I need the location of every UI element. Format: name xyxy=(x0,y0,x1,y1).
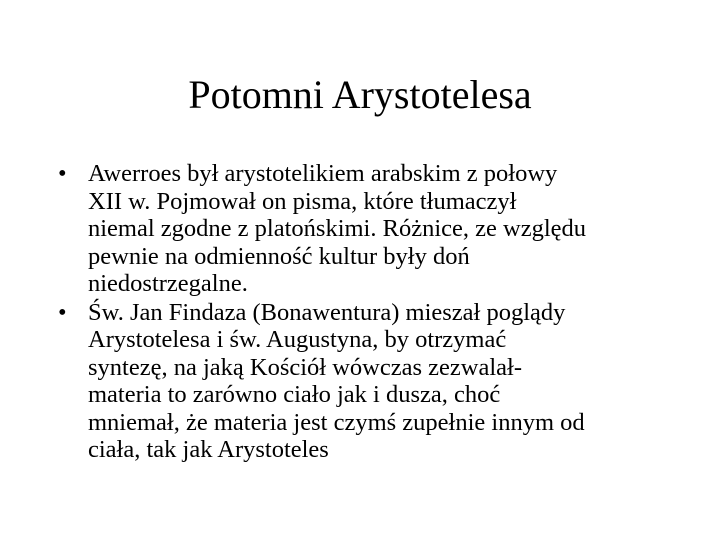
slide-title: Potomni Arystotelesa xyxy=(188,72,532,117)
bullet-text-line: pewnie na odmienność kultur były doń xyxy=(88,242,470,270)
bullet-text-line: syntezę, na jaką Kościół wówczas zezwalał- xyxy=(88,353,522,381)
bullet-text-line: niemal zgodne z platońskimi. Różnice, ze względu xyxy=(88,215,587,242)
bullet-marker-icon: • xyxy=(58,160,67,187)
bullet-text-line: XII w. Pojmował on pisma, które tłumaczył xyxy=(88,187,517,215)
bullet-marker-icon: • xyxy=(58,298,67,326)
bullet-text-line: Awerroes był arystotelikiem arabskim z połowy xyxy=(88,160,558,187)
bullet-item-bonawentura xyxy=(58,299,698,464)
bullet-list xyxy=(58,160,698,465)
bullet-text-line: Arystotelesa i św. Augustyna, by otrzymać xyxy=(88,326,507,353)
bullet-text-line: ciała, tak jak Arystoteles xyxy=(88,436,329,463)
bullet-text-line: materia to zarówno ciało jak i dusza, choć xyxy=(88,381,501,408)
bullet-item-averroes xyxy=(58,160,698,298)
bullet-text-line: mniemał, że materia jest czymś zupełnie innym od xyxy=(88,408,585,436)
bullet-text-line: Św. Jan Findaza (Bonawentura) mieszał poglądy xyxy=(88,298,566,326)
bullet-text-line: niedostrzegalne. xyxy=(88,270,248,297)
